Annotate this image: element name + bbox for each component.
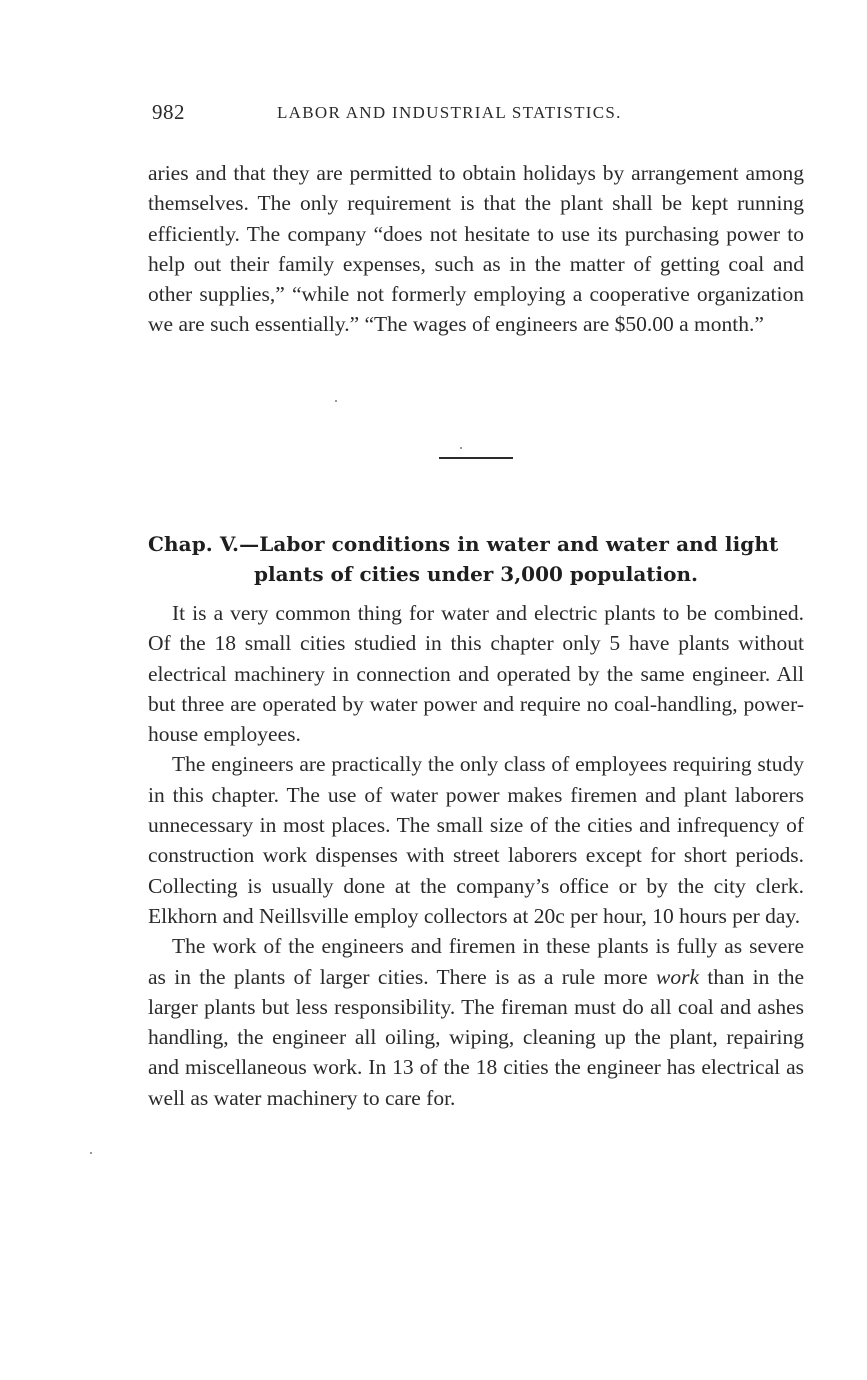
body-paragraph-2: The engineers are practically the only class of employees requiring study in this chapter. The use of water power makes firemen and plant laborers unnecessary in most places. The small size of the cities and infrequency of construction work dispenses with street laborers except for short periods. Collecting is usually done at the company’s office or by the city clerk. Elkhorn and Neillsville employ collectors at 20c per hour, 10 hours per day. — [148, 752, 804, 928]
paragraph-3-text-a: The work of the engineers and firemen in these plants is fully as severe as in the plants of larger cities. There is as a rule more — [148, 934, 804, 989]
running-head — [152, 100, 802, 130]
body-paragraph-3 — [148, 931, 804, 1113]
continuation-text — [148, 158, 804, 340]
chapter-heading-line-2: plants of cities under 3,000 population. — [254, 562, 698, 586]
chapter-heading — [148, 529, 804, 589]
print-speck — [460, 447, 462, 449]
chapter-heading-line-1: Chap. V.—Labor conditions in water and water and light — [148, 532, 779, 556]
chapter-body — [148, 598, 804, 1113]
print-speck — [90, 1152, 92, 1154]
italic-word: work — [656, 964, 700, 989]
page-number: 982 — [152, 100, 185, 124]
section-divider — [439, 457, 513, 459]
continuation-paragraph: aries and that they are permitted to obtain holidays by arrangement among themselves. The only requirement is that the plant shall be kept running efficiently. The company “does not hesitate to use its purchasing power to help out their family expenses, such as in the matter of getting coal and other supplies,” “while not formerly employing a cooperative organization we are such essentially.” “The wages of engineers are $50.00 a month.” — [148, 161, 804, 337]
running-title: LABOR AND INDUSTRIAL STATISTICS. — [277, 103, 622, 122]
print-speck — [335, 400, 337, 402]
body-paragraph-1: It is a very common thing for water and electric plants to be combined. Of the 18 small cities studied in this chapter only 5 have plants without electrical machinery in connection and operated by the same engineer. All but three are operated by water power and require no coal-handling, power-house employees. — [148, 601, 804, 747]
paragraph-3-text-b: than in the larger plants but less responsibility. The fireman must do all coal and ashes handling, the engineer all oiling, wiping, cleaning up the plant, repairing and miscellaneous work. In 13 of the 18 cities the engineer has electrical as well as water machinery to care for. — [148, 964, 804, 1110]
